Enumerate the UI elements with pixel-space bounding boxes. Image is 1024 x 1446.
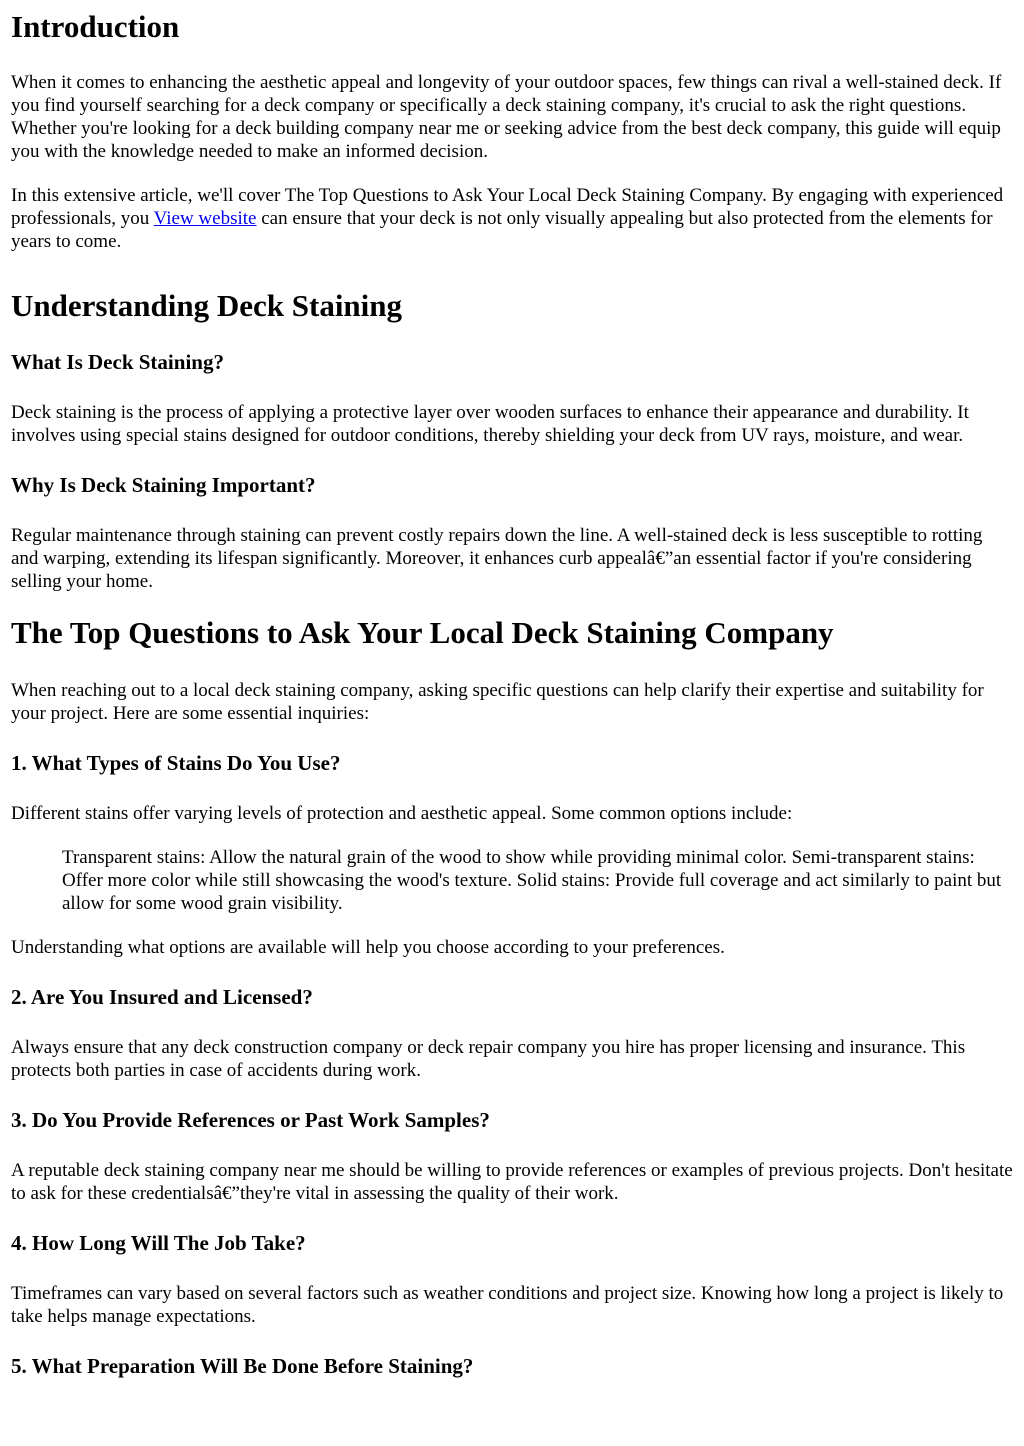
top-questions-intro: When reaching out to a local deck staining company, asking specific questions can help clarify their expertise and suitability for your project. Here are some essential inquiries:: [11, 680, 984, 724]
what-is-paragraph: Deck staining is the process of applying a protective layer over wooden surfaces to enhance their appearance and durability. It involves using special stains designed for outdoor conditions, thereby shielding your deck from UV rays, moisture, and wear.: [11, 402, 969, 446]
introduction-paragraph-2-start: In this extensive article, we'll cover The Top Questions to Ask Your Local Deck Staining Company. By engaging with experienced professionals, you: [11, 185, 1004, 229]
question-3-heading: 3. Do You Provide References or Past Work Samples?: [11, 1108, 490, 1132]
question-1-heading: 1. What Types of Stains Do You Use?: [11, 751, 341, 775]
what-is-heading: What Is Deck Staining?: [11, 350, 224, 374]
why-paragraph: Regular maintenance through staining can prevent costly repairs down the line. A well-stained deck is less susceptible to rotting and warping, extending its lifespan significantly. Moreover, it enhances curb appealâ€”an essential factor if you're considering selling your home.: [11, 525, 983, 592]
question-1-paragraph: Different stains offer varying levels of protection and aesthetic appeal. Some common options include:: [11, 803, 793, 824]
view-website-link[interactable]: View website: [153, 208, 257, 229]
why-heading: Why Is Deck Staining Important?: [11, 473, 316, 497]
question-5-heading: 5. What Preparation Will Be Done Before Staining?: [11, 1354, 474, 1378]
question-3-paragraph: A reputable deck staining company near me should be willing to provide references or examples of previous projects. Don't hesitate to ask for these credentialsâ€”they're vital in assessing the quality of their work.: [11, 1160, 1013, 1204]
top-questions-heading: The Top Questions to Ask Your Local Deck Staining Company: [11, 615, 834, 650]
question-2-heading: 2. Are You Insured and Licensed?: [11, 985, 313, 1009]
introduction-paragraph-2: [11, 184, 1013, 253]
question-4-paragraph: Timeframes can vary based on several factors such as weather conditions and project size. Knowing how long a project is likely to take helps manage expectations.: [11, 1283, 1004, 1327]
introduction-paragraph-2-end: can ensure that your deck is not only visually appealing but also protected from the elements for years to come.: [11, 208, 993, 252]
stain-types-quote: Transparent stains: Allow the natural grain of the wood to show while providing minimal color. Semi-transparent stains: Offer more color while still showcasing the wood's texture. Solid stains: Provide full coverage and act similarly to paint but allow for some wood grain visibility.: [62, 847, 1002, 914]
introduction-heading: Introduction: [11, 9, 180, 44]
question-2-paragraph: Always ensure that any deck construction company or deck repair company you hire has proper licensing and insurance. This protects both parties in case of accidents during work.: [11, 1037, 966, 1081]
question-4-heading: 4. How Long Will The Job Take?: [11, 1231, 306, 1255]
question-1-after-paragraph: Understanding what options are available will help you choose according to your preferences.: [11, 937, 725, 958]
introduction-paragraph-1: When it comes to enhancing the aesthetic appeal and longevity of your outdoor spaces, few things can rival a well-stained deck. If you find yourself searching for a deck company or specifically a deck staining company, it's crucial to ask the right questions. Whether you're looking for a deck building company near me or seeking advice from the best deck company, this guide will equip you with the knowledge needed to make an informed decision.: [11, 72, 1002, 162]
understanding-heading: Understanding Deck Staining: [11, 288, 403, 323]
